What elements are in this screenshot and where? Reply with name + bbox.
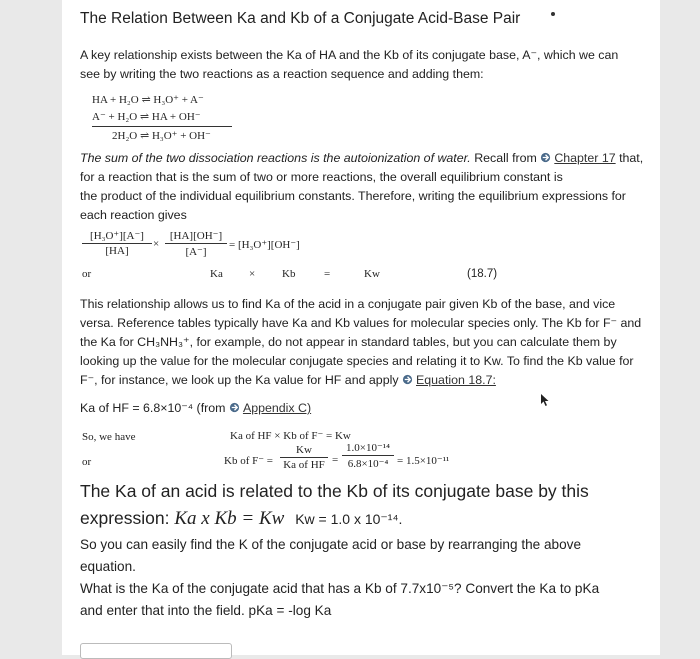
chapter-17-link[interactable]: Chapter 17 — [554, 151, 616, 165]
times-sign-2: × — [249, 268, 256, 280]
question-line-1: The Ka of an acid is related to the Kb of its conjugate base by this — [80, 481, 589, 501]
para3-line-1: This relationship allows us to find Ka of the acid in a conjugate pair given Kb of the base, and vice — [80, 297, 616, 311]
kb-symbol: Kb — [282, 268, 296, 280]
question-line-4: equation. — [80, 559, 136, 574]
para2-line-3: the product of the individual equilibrium constants. Therefore, writing the equilibrium expressions for — [80, 189, 626, 203]
kw-value: Kw = 1.0 x 10⁻¹⁴. — [295, 511, 403, 527]
or-label-1: or — [82, 268, 92, 280]
kb-of-f-label: Kb of F⁻ = — [224, 455, 273, 467]
fraction-ka-denominator: Ka of HF — [283, 459, 325, 471]
para2-italic: The sum of the two dissociation reactions is the autoionization of water. — [80, 151, 471, 165]
fraction-value-denominator: 6.8×10⁻⁴ — [347, 458, 389, 470]
fraction-1-numerator: [H₃O⁺][A⁻] — [90, 230, 144, 242]
reaction-sum: 2H₂O ⇌ H₃O⁺ + OH⁻ — [112, 130, 211, 142]
answer-input[interactable] — [80, 643, 232, 659]
link-icon — [229, 402, 240, 413]
para3-line-2: versa. Reference tables typically have Ka and Kb values for molecular species only. The Kb for F⁻ and — [80, 316, 642, 330]
equation-result: = [H₃O⁺][OH⁻] — [229, 239, 300, 251]
question-line-3: So you can easily find the K of the conjugate acid or base by rearranging the above — [80, 537, 582, 552]
ka-hf-line: Ka of HF = 6.8×10⁻⁴ (from Appendix C) — [80, 401, 312, 415]
fraction-values — [342, 441, 394, 470]
question-line-2: expression: Ka x Kb = Kw Kw = 1.0 x 10⁻¹⁴. — [80, 508, 403, 529]
fraction-value-numerator: 1.0×10⁻¹⁴ — [346, 442, 390, 454]
link-icon — [540, 152, 551, 163]
para2-after-link: that, — [619, 151, 644, 165]
kw-relation: Ka of HF × Kb of F⁻ = Kw — [230, 430, 351, 442]
equals-sign-2: = — [332, 454, 339, 466]
fraction-2-denominator: [A⁻] — [185, 246, 207, 258]
fraction-1-denominator: [HA] — [105, 245, 129, 257]
page-title: The Relation Between Ka and Kb of a Conjugate Acid-Base Pair — [80, 10, 521, 27]
question-line-6: and enter that into the field. pKa = -log Ka — [80, 603, 332, 618]
reaction-1: HA + H₂O ⇌ H₃O⁺ + A⁻ — [92, 94, 204, 106]
or-label-2: or — [82, 456, 92, 468]
stray-dot — [551, 12, 555, 16]
fraction-2 — [165, 229, 227, 258]
fraction-kw-numerator: Kw — [296, 444, 312, 456]
para3-line-5: F⁻, for instance, we look up the Ka value for HF and apply Equation 18.7: — [80, 373, 496, 387]
appendix-c-link[interactable]: Appendix C) — [242, 401, 312, 415]
document-page — [62, 0, 660, 655]
kw-symbol: Kw — [364, 268, 380, 280]
link-icon — [402, 374, 413, 385]
intro-line-1: A key relationship exists between the Ka of HA and the Kb of its conjugate base, A⁻, which we can — [80, 48, 619, 62]
question-line-5: What is the Ka of the conjugate acid that has a Kb of 7.7x10⁻⁵? Convert the Ka to pKa — [80, 581, 600, 596]
so-we-have-label: So, we have — [82, 431, 136, 443]
ka-symbol: Ka — [210, 268, 223, 280]
fraction-1 — [82, 229, 152, 257]
equation-18-7-link[interactable]: Equation 18.7: — [416, 373, 496, 387]
fraction-2-numerator: [HA][OH⁻] — [169, 230, 223, 242]
para2-recall: Recall from — [474, 151, 537, 165]
times-sign-1: × — [153, 238, 160, 250]
para2-line-4: each reaction gives — [80, 208, 187, 222]
equation-number: (18.7) — [467, 268, 498, 280]
reaction-sum-line — [92, 126, 232, 127]
para3-line-3: the Ka for CH₃NH₃⁺, for example, do not appear in standard tables, but you can calculate them by — [80, 335, 617, 349]
equals-sign: = — [324, 268, 331, 280]
kakb-formula: Ka x Kb = Kw — [174, 508, 285, 529]
kb-result: = 1.5×10⁻¹¹ — [397, 455, 450, 467]
fraction-kw-ka — [280, 444, 328, 471]
intro-line-2: see by writing the two reactions as a reaction sequence and adding them: — [80, 67, 484, 81]
para2-line-1 — [80, 149, 643, 168]
para2-line-2: for a reaction that is the sum of two or more reactions, the overall equilibrium constant is — [80, 170, 563, 184]
reaction-2: A⁻ + H₂O ⇌ HA + OH⁻ — [92, 111, 201, 123]
mouse-cursor-icon — [540, 393, 550, 407]
para3-line-4: looking up the value for the molecular conjugate species and relating it to Kw. To find the Kb value for — [80, 354, 634, 368]
